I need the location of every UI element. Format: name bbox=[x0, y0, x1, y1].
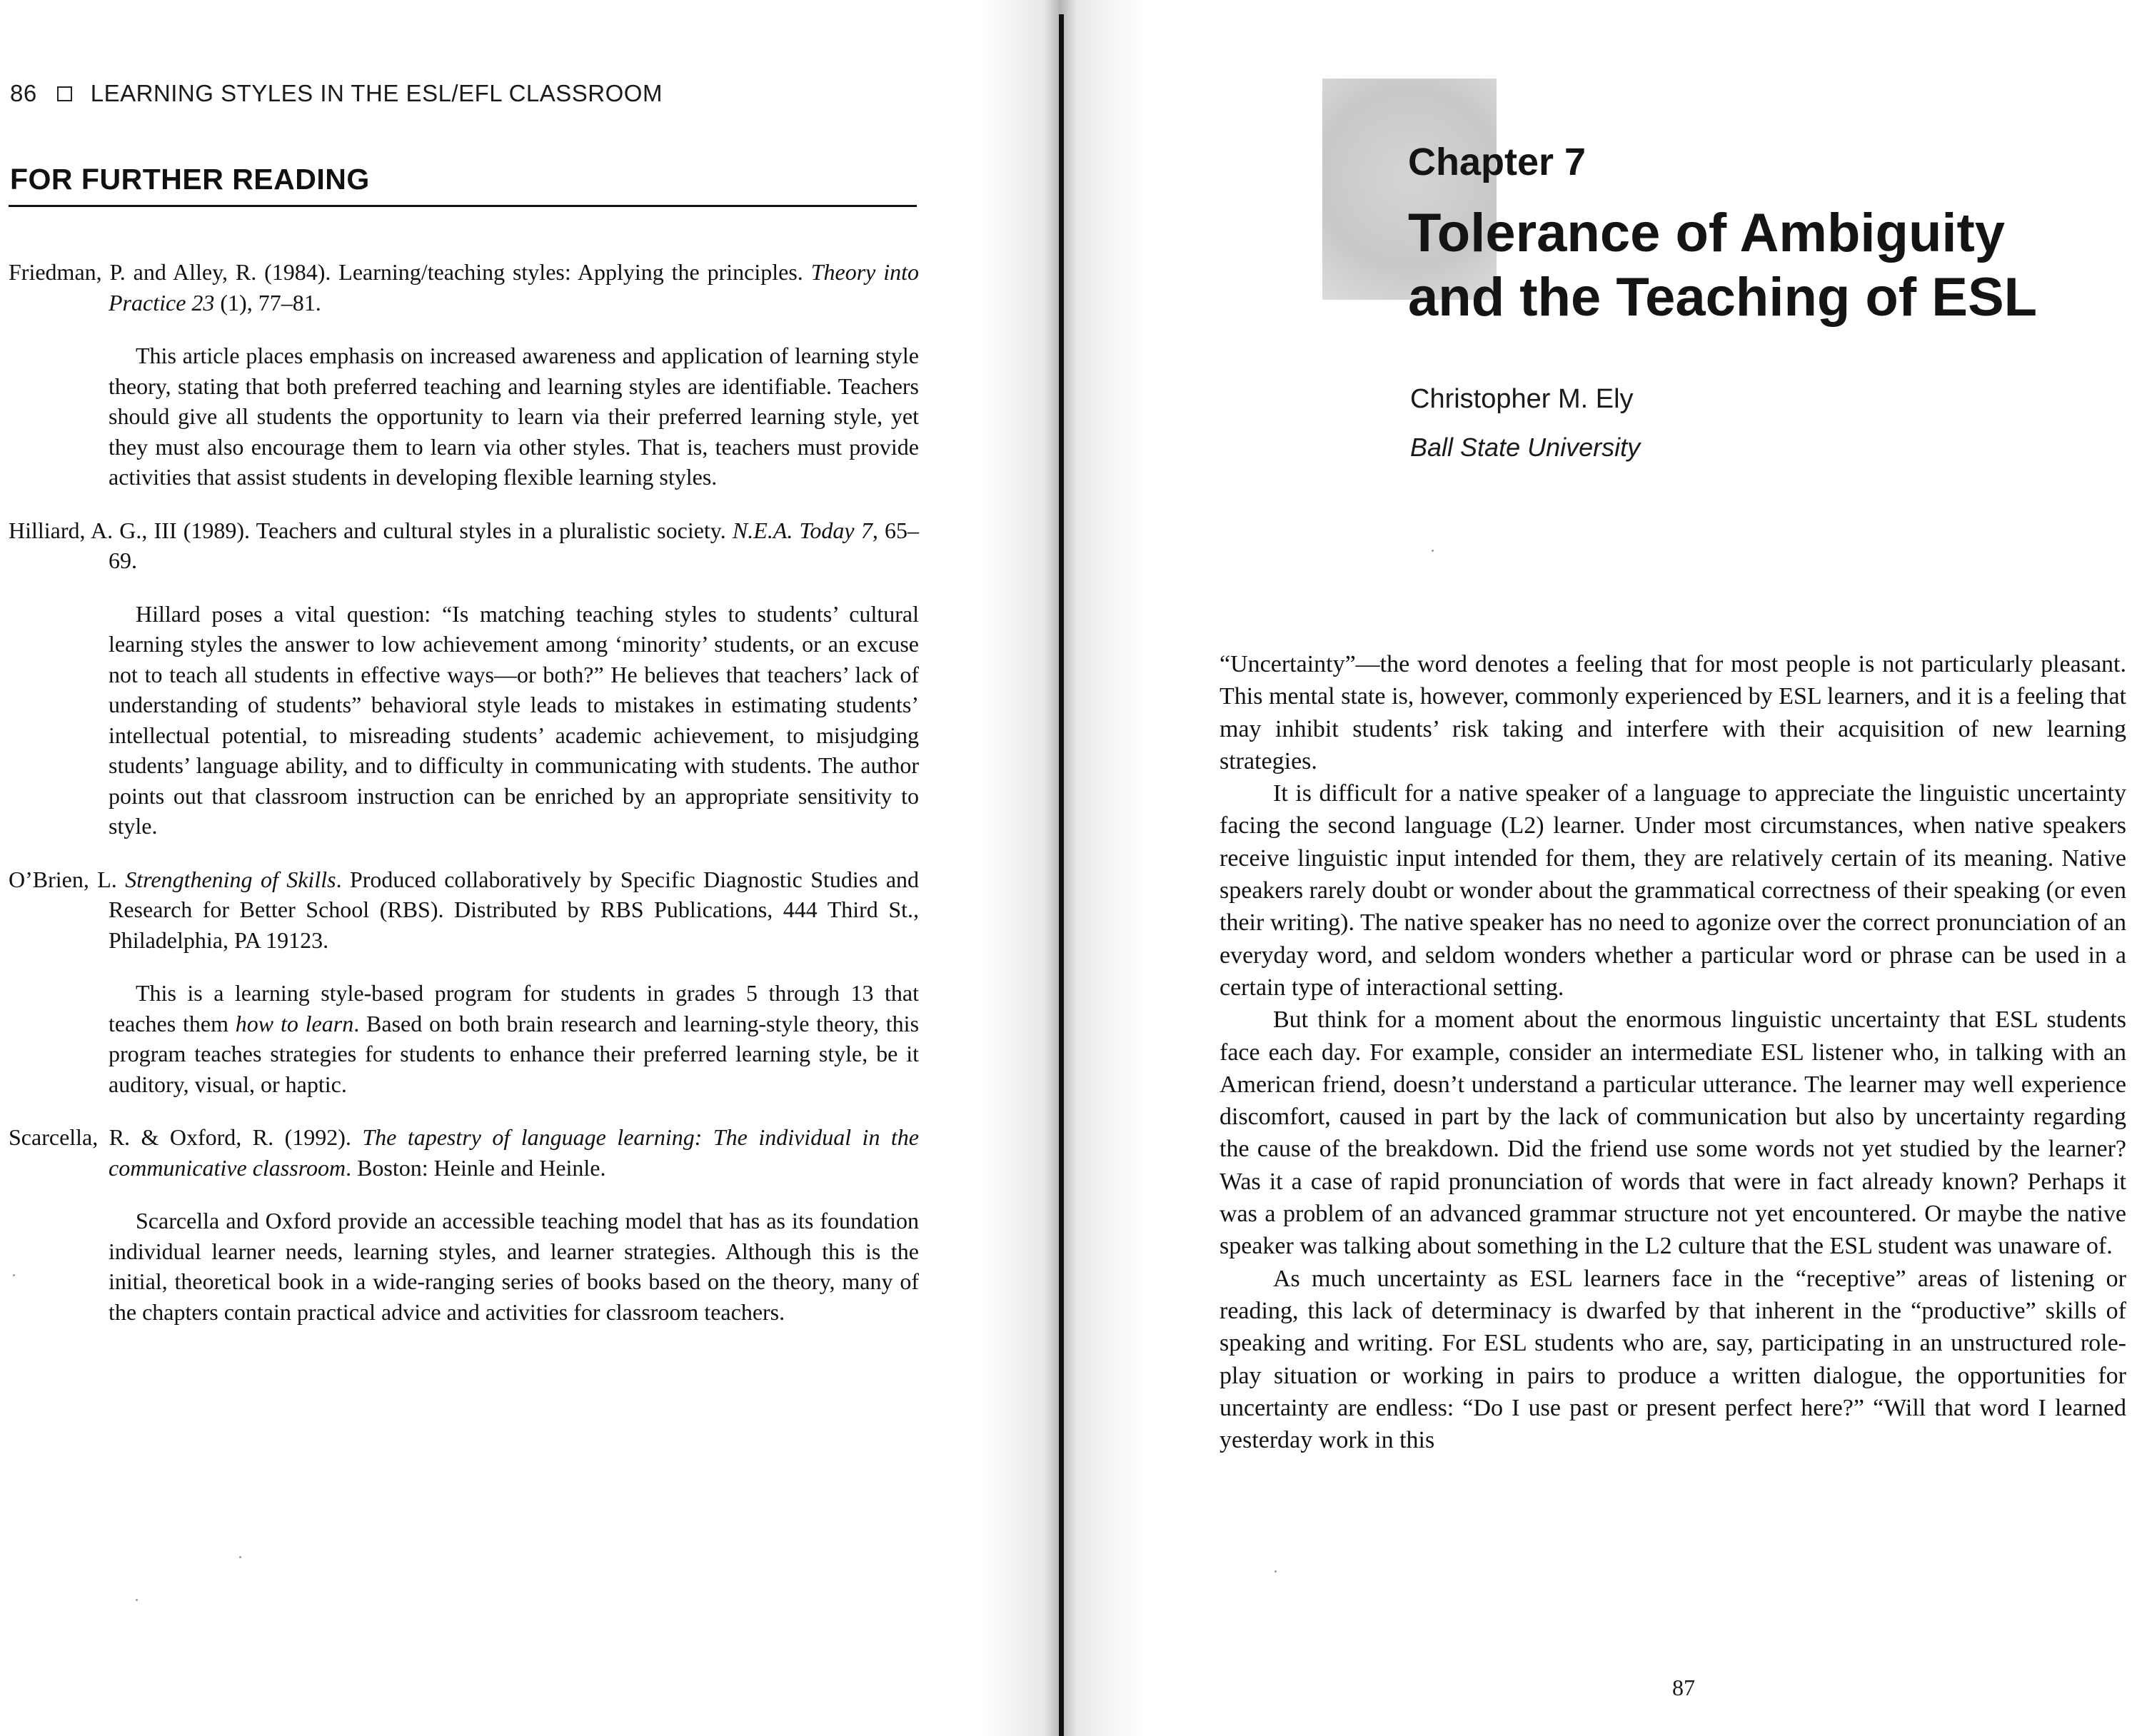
reference-annotation: Scarcella and Oxford provide an accessible teaching model that has as its foundation individual learner needs, learning styles, and learner strategies. Although this is the initial, theoretical book in a wide-ranging series of books based on the theory, many of the chapters contain practical advice and activities for classroom teachers. bbox=[109, 1208, 919, 1325]
box-ornament-icon bbox=[57, 86, 72, 101]
reference-citation: Scarcella, R. & Oxford, R. (1992). The tapestry of language learning: The individual in the communicative classroom. Boston: Heinle and Heinle. bbox=[9, 1124, 920, 1181]
author-name: Christopher M. Ely bbox=[1410, 384, 1634, 414]
body-paragraph: As much uncertainty as ESL learners face in the “receptive” areas of listening or reading, this lack of determinacy is dwarfed by that inherent in the “productive” skills of speaking and writing. For ESL students who are, say, participating in an unstructured role-play situation or working in pairs to produce a written dialogue, the opportunities for uncertainty are endless: “Do I use past or present perfect here?” “Will that word I learned yesterday work in this bbox=[1220, 1265, 2126, 1454]
scan-speck bbox=[1274, 1570, 1277, 1573]
running-head bbox=[10, 80, 663, 107]
reference-citation: Hilliard, A. G., III (1989). Teachers and cultural styles in a pluralistic society. N.E.A. Today 7, 65–69. bbox=[9, 517, 920, 573]
reference-citation: O’Brien, L. Strengthening of Skills. Produced collaboratively by Specific Diagnostic Studies and Research for Better School (RBS). Distributed by RBS Publications, 444 Third St., Philadelphia, PA 19123. bbox=[9, 866, 920, 953]
chapter-label: Chapter 7 bbox=[1408, 141, 1587, 183]
heading-rule bbox=[9, 205, 917, 207]
reference-entry bbox=[9, 1122, 919, 1327]
body-paragraph: But think for a moment about the enormous linguistic uncertainty that ESL students face each day. For example, consider an intermediate ESL listener who, in talking with an American friend, doesn’t understand a particular utterance. The learner may well experience discomfort, caused in part by the lack of communication but also by uncertainty regarding the cause of the breakdown. Did the friend use some words not yet studied by the learner? Was it a case of rapid pronunciation of words that were in fact already known? Perhaps it was a problem of an advanced grammar structure not yet encountered. Or maybe the native speaker was talking about something in the L2 culture that the ESL student was unaware of. bbox=[1220, 1006, 2126, 1260]
scan-speck bbox=[239, 1556, 241, 1558]
author-affiliation: Ball State University bbox=[1410, 433, 1641, 462]
reference-entry bbox=[9, 257, 919, 493]
section-heading: FOR FURTHER READING bbox=[10, 163, 370, 196]
book-spine bbox=[1059, 14, 1064, 1736]
scan-speck bbox=[136, 1599, 138, 1601]
reference-entry bbox=[9, 515, 919, 842]
scan-speck bbox=[13, 1274, 15, 1276]
scan-speck bbox=[1432, 550, 1434, 552]
reference-annotation: This is a learning style-based program for students in grades 5 through 13 that teaches them how to learn. Based on both brain research and learning-style theory, this program teaches strategies for students to enhance their preferred learning style, be it auditory, visual, or haptic. bbox=[109, 980, 920, 1097]
reference-annotation: This article places emphasis on increased awareness and application of learning style theory, stating that both preferred teaching and learning styles are identifiable. Teachers should give all students the opportunity to learn via their preferred learning style, yet they must also encourage them to learn via other styles. That is, teachers must provide activities that assist students in developing flexible learning styles. bbox=[109, 343, 919, 490]
chapter-body bbox=[1220, 648, 2126, 1456]
chapter-title: Tolerance of Ambiguity and the Teaching of ESL bbox=[1408, 203, 2038, 328]
body-paragraph: “Uncertainty”—the word denotes a feeling that for most people is not particularly pleasant. This mental state is, however, commonly experienced by ESL learners, and it is a feeling that may inhibit students’ risk taking and interfere with their acquisition of new learning strategies. bbox=[1220, 651, 2126, 774]
body-paragraph: It is difficult for a native speaker of a language to appreciate the linguistic uncertainty facing the second language (L2) learner. Under most circumstances, when native speakers receive linguistic input intended for them, they are relatively certain of its meaning. Native speakers rarely doubt or wonder about the grammatical correctness of their speaking (or even their writing). The native speaker has no need to agonize over the correct pronunciation of an everyday word, and seldom wonders whether a particular word or phrase can be used in a certain type of interactional setting. bbox=[1220, 780, 2126, 1001]
left-page-number: 86 bbox=[10, 80, 37, 106]
right-page-number: 87 bbox=[1672, 1675, 1695, 1700]
reference-list bbox=[9, 234, 919, 1350]
reference-annotation: Hillard poses a vital question: “Is matching teaching styles to students’ cultural learning styles the answer to low achievement among ‘minority’ students, or an excuse not to teach all students in effective ways—or both?” He believes that teachers’ lack of understanding of students” behavioral style leads to mistakes in estimating students’ intellectual potential, to misreading students’ academic achievement, to misjudging students’ language ability, and to difficulty in communicating with students. The author points out that classroom instruction can be enriched by an appropriate sensitivity to style. bbox=[109, 600, 919, 839]
running-head-title: LEARNING STYLES IN THE ESL/EFL CLASSROOM bbox=[90, 80, 663, 106]
reference-citation: Friedman, P. and Alley, R. (1984). Learning/teaching styles: Applying the principles. Theory into Practice 23 (1), 77–81. bbox=[9, 259, 920, 316]
reference-entry bbox=[9, 864, 919, 1100]
